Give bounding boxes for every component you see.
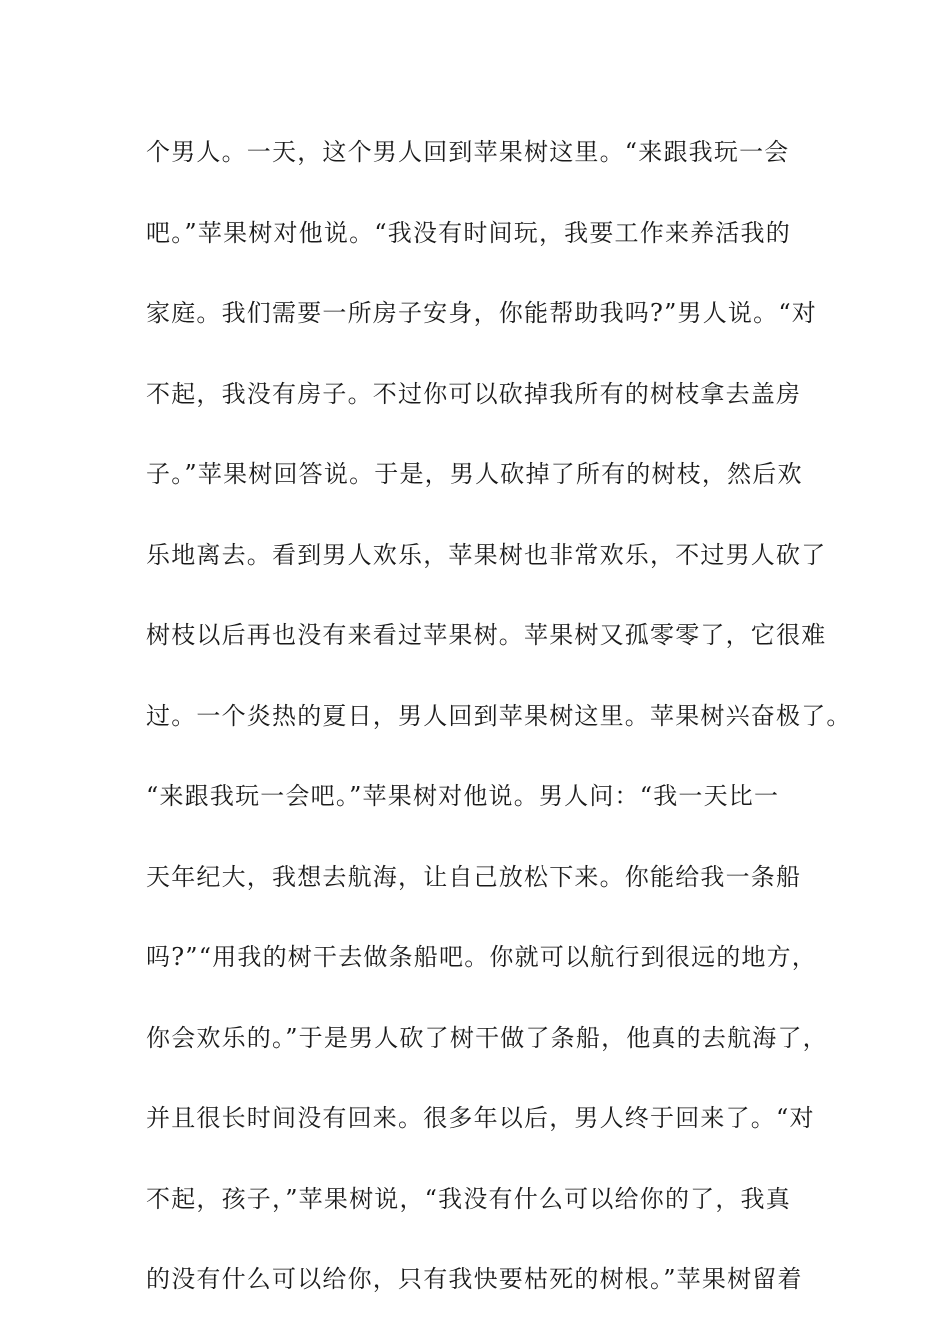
text-line: 天年纪大，我想去航海，让自己放松下来。你能给我一条船 xyxy=(146,862,802,891)
text-line: 子。”苹果树回答说。于是，男人砍掉了所有的树枝，然后欢 xyxy=(146,460,803,488)
text-line: 不起，我没有房子。不过你可以砍掉我所有的树枝拿去盖房 xyxy=(146,379,802,408)
text-line: 树枝以后再也没有来看过苹果树。苹果树又孤零零了，它很难 xyxy=(146,621,827,649)
text-line: 乐地离去。看到男人欢乐，苹果树也非常欢乐，不过男人砍了 xyxy=(146,540,827,569)
text-line: 吧。”苹果树对他说。“我没有时间玩，我要工作来养活我的 xyxy=(146,218,791,247)
text-line: 的没有什么可以给你，只有我快要枯死的树根。”苹果树留着 xyxy=(146,1265,803,1293)
text-line: 并且很长时间没有回来。很多年以后，男人终于回来了。“对 xyxy=(146,1104,815,1132)
text-line: 你会欢乐的。”于是男人砍了树干做了条船，他真的去航海了， xyxy=(146,1023,828,1052)
text-line: “来跟我玩一会吧。”苹果树对他说。男人问：“我一天比一 xyxy=(146,782,780,810)
text-line: 个男人。一天，这个男人回到苹果树这里。“来跟我玩一会 xyxy=(146,138,790,166)
text-line: 吗?”“用我的树干去做条船吧。你就可以航行到很远的地方， xyxy=(146,943,818,971)
body-text xyxy=(146,132,852,1340)
text-line: 过。一个炎热的夏日，男人回到苹果树这里。苹果树兴奋极了。 xyxy=(146,701,852,730)
text-line: 不起，孩子，”苹果树说，“我没有什么可以给你的了，我真 xyxy=(146,1184,791,1213)
text-line: 家庭。我们需要一所房子安身，你能帮助我吗?”男人说。“对 xyxy=(146,299,818,327)
